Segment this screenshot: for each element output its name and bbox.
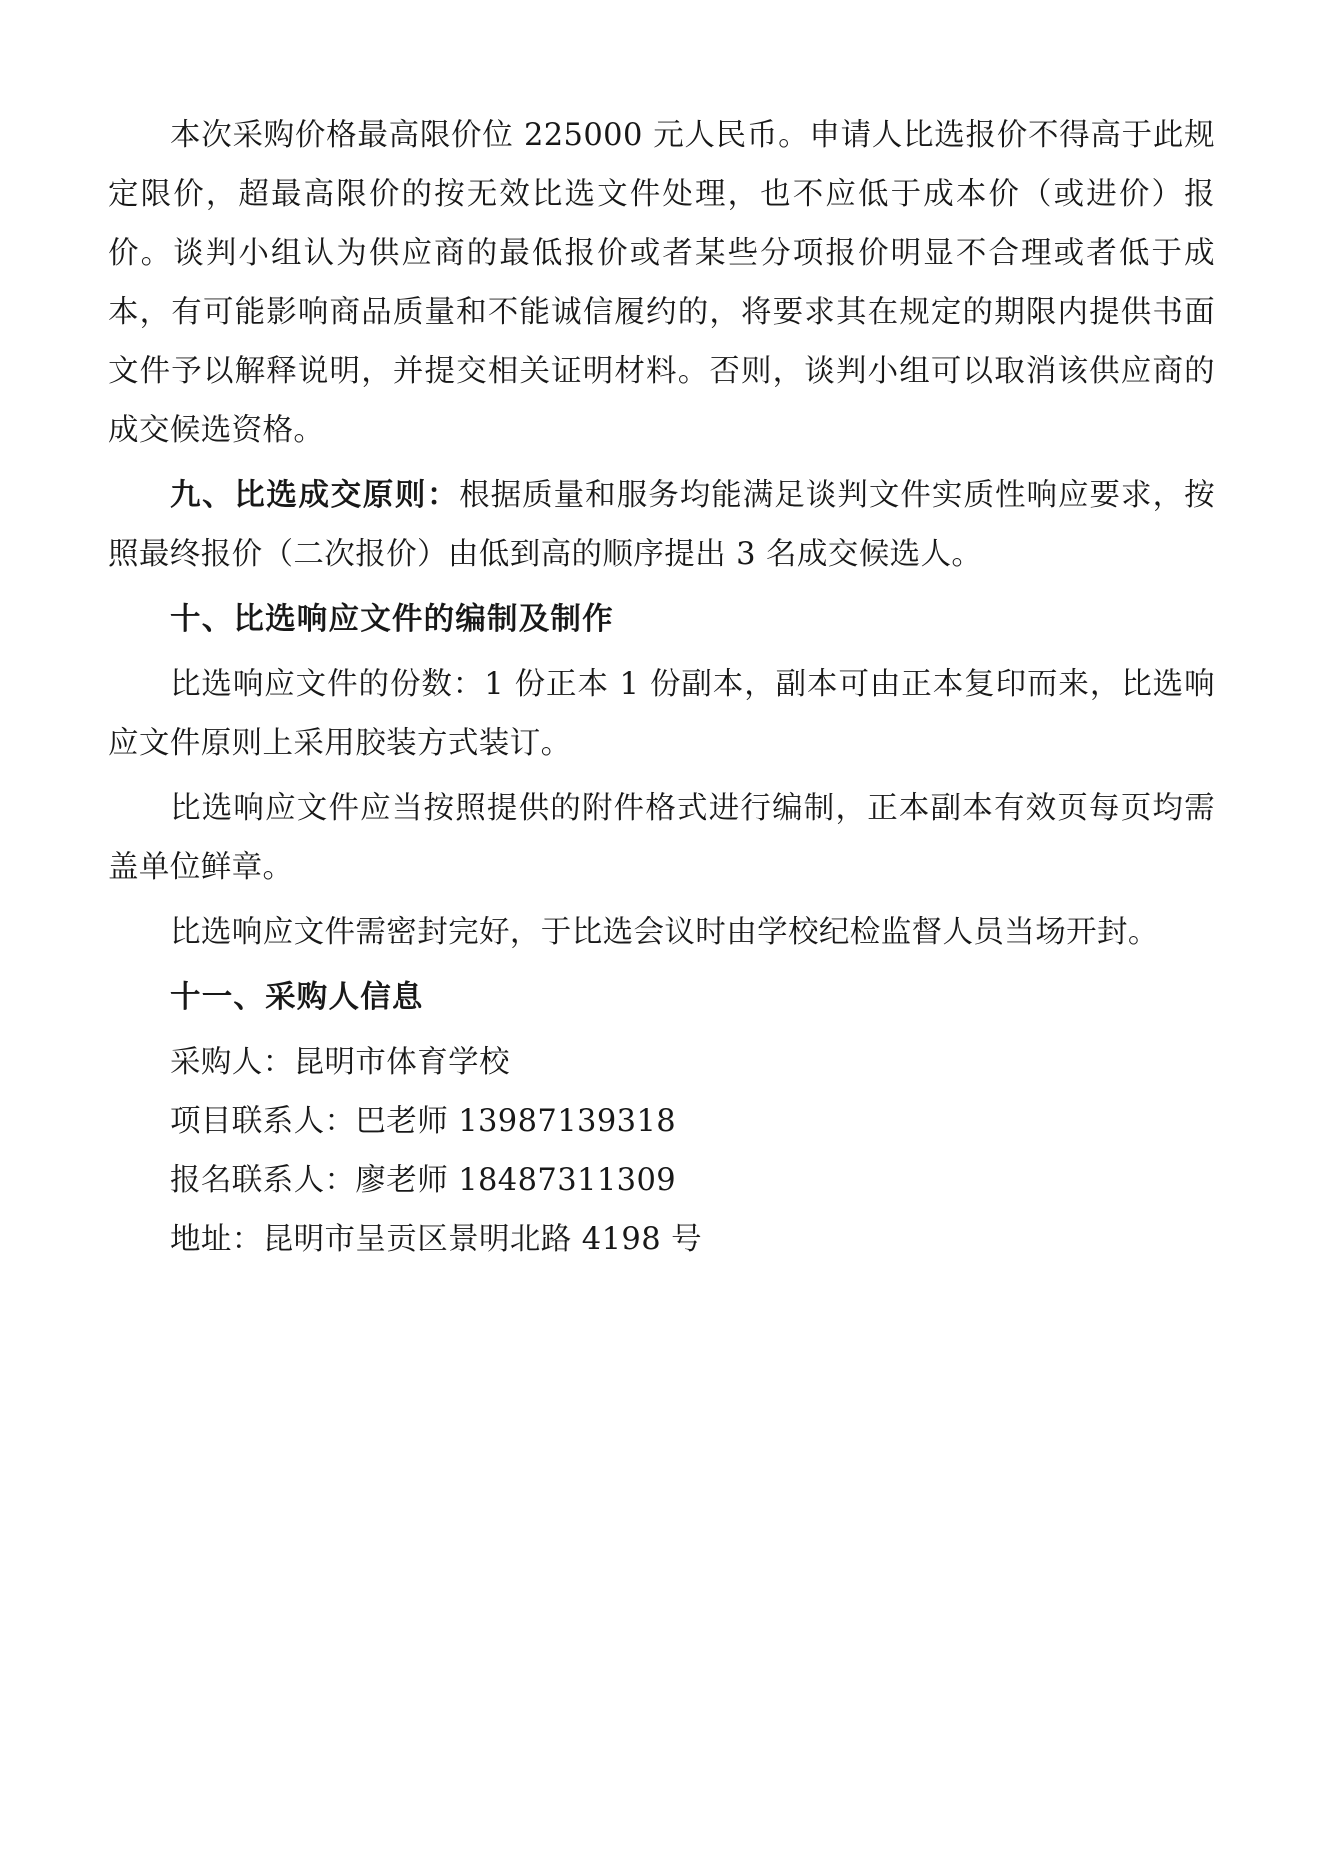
address-label: 地址： (170, 1222, 263, 1257)
copies-paragraph: 比选响应文件的份数：1 份正本 1 份副本，副本可由正本复印而来，比选响应文件原则上采用胶装方式装订。 (108, 667, 1215, 761)
purchaser-name-line (108, 1033, 1215, 1092)
registration-contact-value: 廖老师 18487311309 (355, 1163, 677, 1198)
section-eleven-heading: 十一、采购人信息 (170, 979, 424, 1015)
price-cap-paragraph: 本次采购价格最高限价位 225000 元人民币。申请人比选报价不得高于此规定限价，超最高限价的按无效比选文件处理，也不应低于成本价（或进价）报价。谈判小组认为供应商的最低报价或者某些分项报价明显不合理或者低于成本，有可能影响商品质量和不能诚信履约的，将要求其在规定的期限内提供书面文件予以解释说明，并提交相关证明材料。否则，谈判小组可以取消该供应商的成交候选资格。 (108, 118, 1215, 448)
section-nine-heading: 九、比选成交原则： (170, 477, 460, 513)
address-value: 昆明市呈贡区景明北路 4198 号 (262, 1222, 703, 1257)
section-nine-text: 根据质量和服务均能满足谈判文件实质性响应要求，按照最终报价（二次报价）由低到高的顺序提出 3 名成交候选人。 (108, 478, 1215, 572)
section-nine-paragraph (108, 466, 1215, 584)
project-contact-line (108, 1092, 1215, 1151)
project-contact-label: 项目联系人： (170, 1104, 356, 1139)
purchaser-name-label: 采购人： (170, 1045, 294, 1080)
section-ten-heading: 十、比选响应文件的编制及制作 (170, 601, 614, 637)
sealing-paragraph: 比选响应文件需密封完好，于比选会议时由学校纪检监督人员当场开封。 (170, 915, 1159, 950)
project-contact-value: 巴老师 13987139318 (355, 1104, 677, 1139)
registration-contact-line (108, 1151, 1215, 1210)
address-line (108, 1210, 1215, 1269)
purchaser-info-block (108, 1033, 1215, 1269)
document-body (108, 106, 1215, 1269)
registration-contact-label: 报名联系人： (170, 1163, 356, 1198)
purchaser-name-value: 昆明市体育学校 (293, 1045, 510, 1080)
format-paragraph: 比选响应文件应当按照提供的附件格式进行编制，正本副本有效页每页均需盖单位鲜章。 (108, 791, 1215, 885)
